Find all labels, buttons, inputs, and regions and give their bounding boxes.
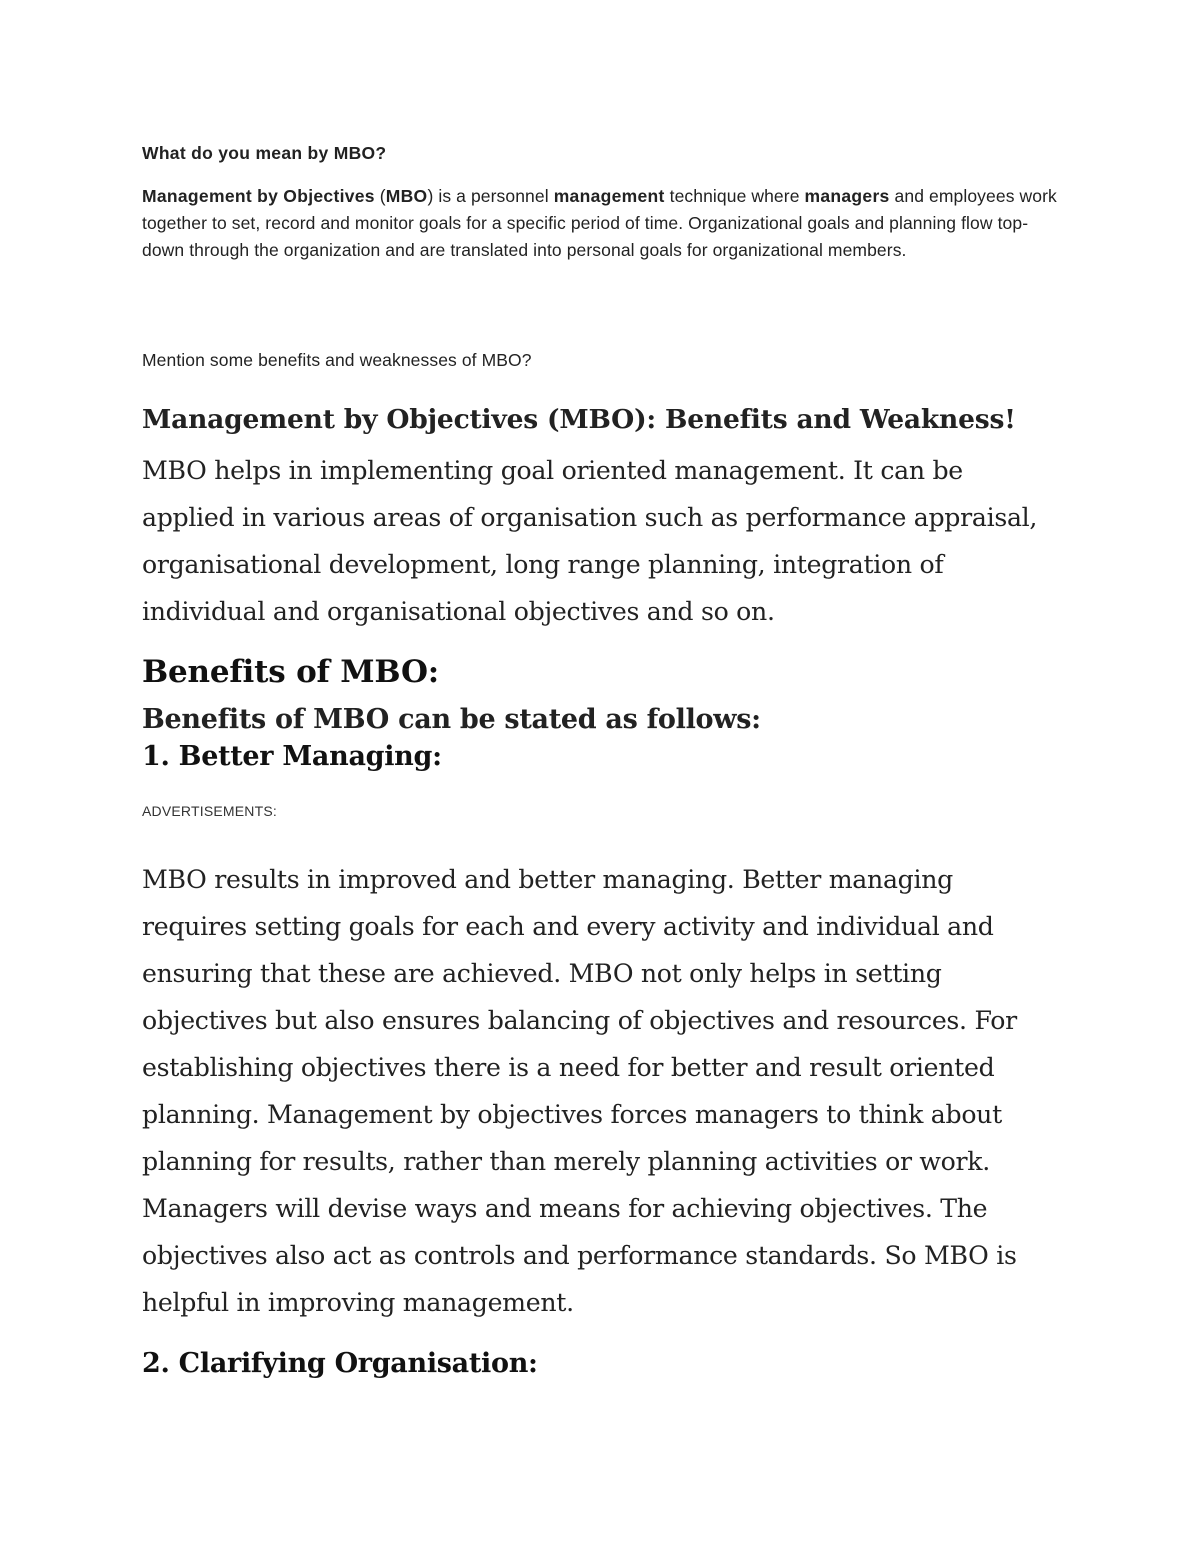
mbo-definition-paragraph xyxy=(142,183,1062,264)
definition-text-1: ) is a personnel xyxy=(427,186,554,206)
benefits-heading: Benefits of MBO: xyxy=(142,654,440,690)
definition-open-paren: ( xyxy=(374,186,386,206)
advertisements-label: ADVERTISEMENTS: xyxy=(142,803,277,819)
point-2-heading: 2. Clarifying Organisation: xyxy=(142,1348,538,1379)
point-1-heading: 1. Better Managing: xyxy=(142,741,442,772)
question-benefits-weaknesses: Mention some benefits and weaknesses of MBO? xyxy=(142,350,532,370)
article-heading: Management by Objectives (MBO): Benefits and Weakness! xyxy=(142,404,1016,435)
point-1-body-paragraph: MBO results in improved and better managing. Better managing requires setting goals for each and every activity and individual and ensuring that these are achieved. MBO not only helps in setting objectives but also ensures balancing of objectives and resources. For establishing objectives there is a need for better and result oriented planning. Management by objectives forces managers to think about planning for results, rather than merely planning activities or work. Managers will devise ways and means for achieving objectives. The objectives also act as controls and performance standards. So MBO is helpful in improving management. xyxy=(142,865,1017,1317)
article-intro-paragraph: MBO helps in implementing goal oriented management. It can be applied in various areas of organisation such as performance appraisal, organisational development, long range planning, integration of individual and organisational objectives and so on. xyxy=(142,456,1038,626)
definition-text-3: and employees work together to set, record and monitor goals for a specific period of time. Organizational goals and planning flow top-down through the organization and are translated into personal goals for organizational members. xyxy=(142,186,1057,260)
benefits-subheading: Benefits of MBO can be stated as follows: xyxy=(142,704,761,735)
term-management-by-objectives: Management by Objectives xyxy=(142,186,375,206)
term-mbo: MBO xyxy=(385,186,428,206)
question-what-is-mbo: What do you mean by MBO? xyxy=(142,143,387,163)
keyword-managers: managers xyxy=(804,186,890,206)
definition-text-2: technique where xyxy=(664,186,805,206)
keyword-management: management xyxy=(553,186,665,206)
